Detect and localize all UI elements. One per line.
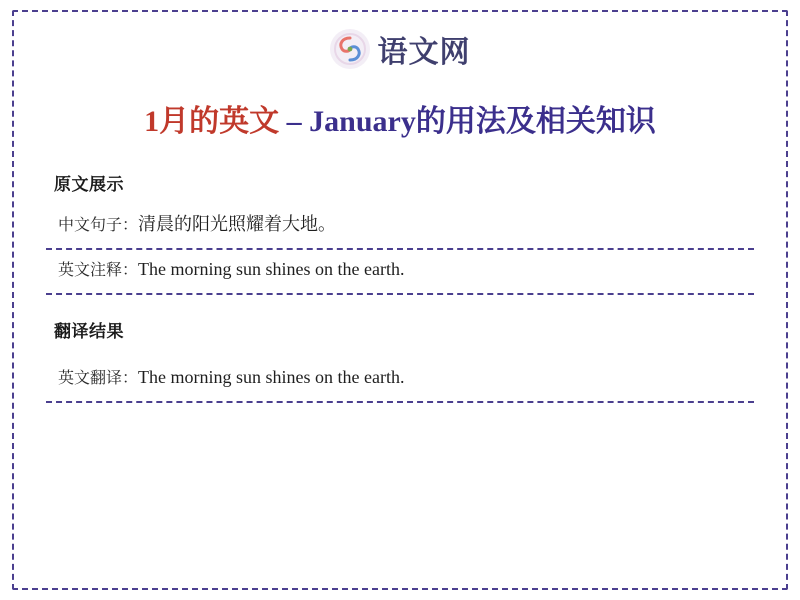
row-value: The morning sun shines on the earth. [138,367,405,387]
row-label: 英文注释： [58,260,139,279]
page-title-prefix: 1月的英文 [144,105,280,138]
page-title-dash: – [279,105,310,138]
section-heading-translation: 翻译结果 [54,322,124,342]
page-title-suffix: January的用法及相关知识 [309,105,656,138]
logo-text: 语文网 [377,35,471,70]
row-value: 清晨的阳光照耀着大地。 [138,214,337,234]
row-label: 中文句子： [58,215,139,234]
row-english-translation [46,358,754,403]
site-logo [46,20,754,78]
row-chinese-sentence [46,205,754,250]
row-label: 英文翻译： [58,368,139,387]
row-value: The morning sun shines on the earth. [138,259,405,279]
row-english-note [46,250,754,295]
section-heading-original: 原文展示 [54,175,124,195]
swirl-logo-icon [330,29,370,69]
page-content [14,20,786,403]
page-title [46,96,754,140]
